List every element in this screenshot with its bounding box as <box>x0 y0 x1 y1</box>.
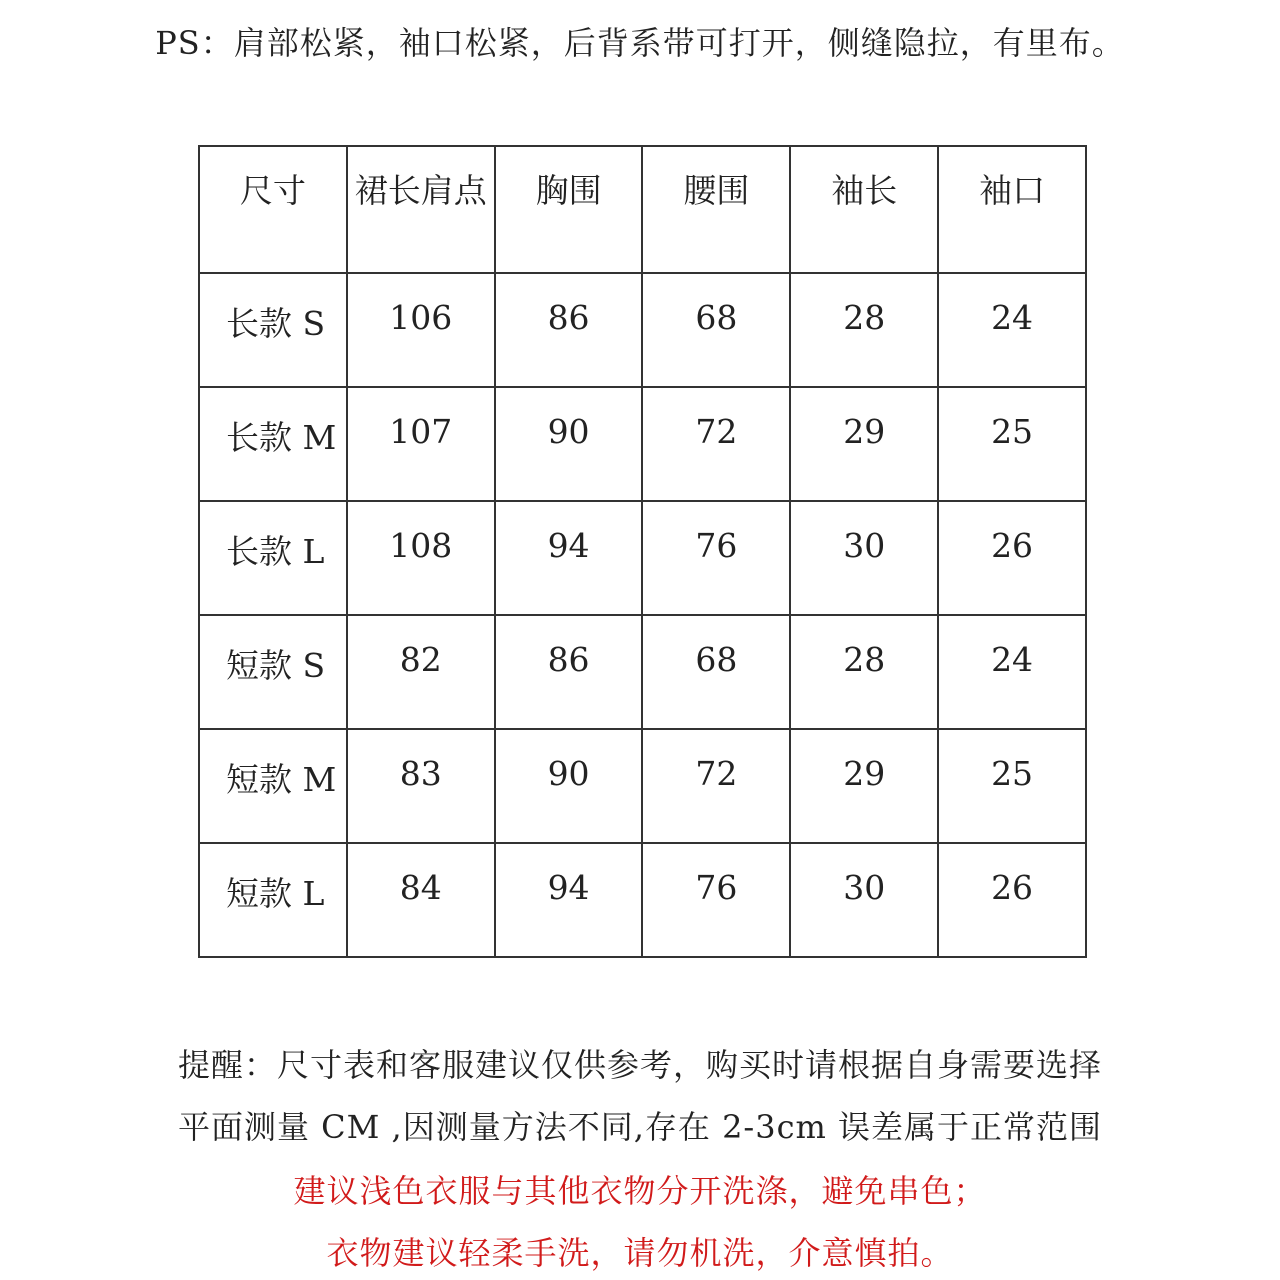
measurement-note: 平面测量 CM ,因测量方法不同,存在 2-3cm 误差属于正常范围 <box>177 1108 1103 1146</box>
washing-warning-2: 衣物建议轻柔手洗，请勿机洗，介意慎拍。 <box>326 1234 954 1272</box>
table-cell: 82 <box>347 615 495 729</box>
table-cell: 30 <box>790 843 938 957</box>
table-cell: 76 <box>642 501 790 615</box>
table-cell-size: 短款 M <box>199 729 347 843</box>
table-cell: 24 <box>938 273 1086 387</box>
table-cell: 72 <box>642 729 790 843</box>
table-cell: 30 <box>790 501 938 615</box>
table-cell: 86 <box>495 273 643 387</box>
table-cell: 24 <box>938 615 1086 729</box>
table-row <box>199 501 1086 615</box>
table-cell: 28 <box>790 615 938 729</box>
table-row <box>199 843 1086 957</box>
header-waist: 腰围 <box>642 146 790 273</box>
table-cell: 83 <box>347 729 495 843</box>
header-dress-length: 裙长肩点 <box>347 146 495 273</box>
table-cell: 25 <box>938 729 1086 843</box>
table-cell: 72 <box>642 387 790 501</box>
table-cell: 68 <box>642 273 790 387</box>
table-cell: 68 <box>642 615 790 729</box>
table-cell: 26 <box>938 501 1086 615</box>
size-table <box>198 145 1087 958</box>
header-size: 尺寸 <box>199 146 347 273</box>
table-cell-size: 短款 S <box>199 615 347 729</box>
table-cell: 90 <box>495 387 643 501</box>
table-row <box>199 729 1086 843</box>
table-row <box>199 273 1086 387</box>
header-cuff: 袖口 <box>938 146 1086 273</box>
header-sleeve-length: 袖长 <box>790 146 938 273</box>
table-header-row <box>199 146 1086 273</box>
table-cell-size: 长款 L <box>199 501 347 615</box>
table-row <box>199 615 1086 729</box>
table-cell: 107 <box>347 387 495 501</box>
table-cell: 94 <box>495 501 643 615</box>
table-cell: 90 <box>495 729 643 843</box>
table-cell: 108 <box>347 501 495 615</box>
table-cell: 86 <box>495 615 643 729</box>
ps-note: PS：肩部松紧，袖口松紧，后背系带可打开，侧缝隐拉，有里布。 <box>155 24 1125 62</box>
washing-warning-1: 建议浅色衣服与其他衣物分开洗涤，避免串色； <box>293 1172 987 1210</box>
table-cell: 29 <box>790 387 938 501</box>
header-bust: 胸围 <box>495 146 643 273</box>
table-cell: 28 <box>790 273 938 387</box>
table-row <box>199 387 1086 501</box>
table-cell: 76 <box>642 843 790 957</box>
table-cell: 94 <box>495 843 643 957</box>
table-cell-size: 长款 M <box>199 387 347 501</box>
reminder-text: 提醒：尺寸表和客服建议仅供参考，购买时请根据自身需要选择 <box>177 1046 1102 1084</box>
table-cell: 25 <box>938 387 1086 501</box>
table-cell-size: 短款 L <box>199 843 347 957</box>
table-cell: 29 <box>790 729 938 843</box>
table-cell: 106 <box>347 273 495 387</box>
table-cell-size: 长款 S <box>199 273 347 387</box>
table-cell: 84 <box>347 843 495 957</box>
table-cell: 26 <box>938 843 1086 957</box>
size-table-body <box>199 146 1086 957</box>
